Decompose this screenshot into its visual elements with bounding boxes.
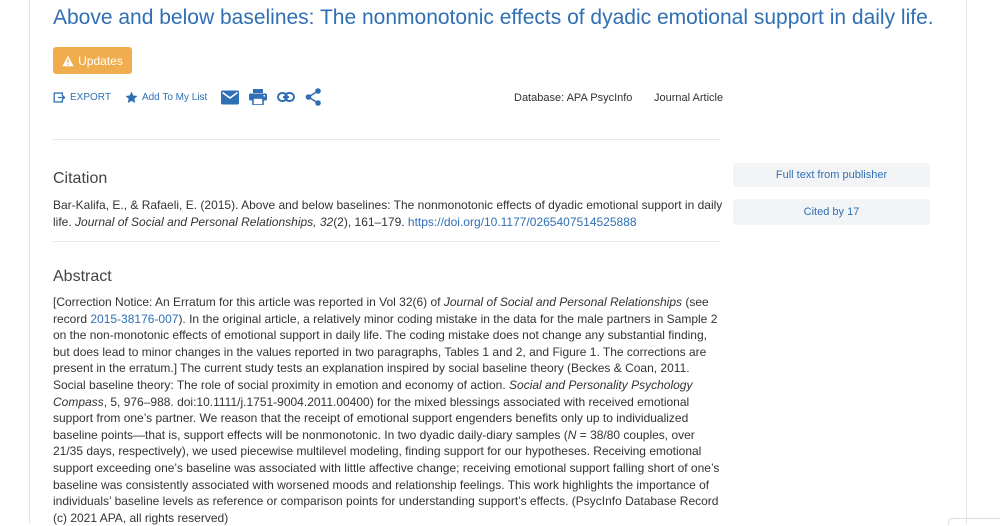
citation-journal: Journal of Social and Personal Relationships, 32: [75, 215, 334, 229]
export-label: EXPORT: [70, 91, 111, 103]
print-button[interactable]: [249, 89, 267, 105]
abstract-part: ). In the original article, a relatively minor coding mistake in the data for the male partners in Sample 2 on the non-monotonic effects of emotional support in daily life. The coding mistake does not change any substantial finding, but does lead to minor changes in the values reported in two paragraphs, Tables 1 and 2, and Figure 1. The corrections are present in the erratum.] The current study tests an explanation inspired by social baseline theory (Beckes & Coan, 2011. Social baseline theory: The role of social proximity in emotion and economy of action.: [53, 311, 718, 392]
divider: [53, 241, 720, 242]
citation-authors: Bar-Kalifa, E., & Rafaeli, E. (2015). Above and below baselines: The nonmonotonic effects of dyadic emotional support in daily life.: [53, 198, 723, 229]
full-text-button[interactable]: Full text from publisher: [733, 163, 930, 187]
warning-icon: [62, 55, 74, 67]
updates-button[interactable]: [53, 47, 132, 74]
page-border-right: [966, 0, 967, 524]
citation-heading: Citation: [53, 170, 108, 187]
export-icon: [53, 91, 66, 104]
share-icon: [305, 88, 322, 106]
add-to-list-label: Add To My List: [141, 91, 208, 103]
divider: [53, 139, 720, 140]
share-button[interactable]: [305, 88, 322, 106]
email-button[interactable]: [221, 90, 239, 105]
abstract-journal: Social and Personality Psychology Compass: [53, 377, 693, 409]
action-toolbar: [53, 86, 322, 108]
abstract-part: , 5, 976–988. doi:10.1111/j.1751-9004.2011.00400) for the mixed blessings associated with received emotional support from one’s partner. We reason that the receipt of emotional support engenders benefits only up to individualized baseline points—that is, support effects will be nonmonotonic. In two dyadic daily-diary samples (: [53, 394, 690, 442]
abstract-heading: Abstract: [53, 268, 112, 285]
cited-by-button[interactable]: Cited by 17: [733, 199, 930, 225]
database-label: Database: APA PsycInfo: [514, 92, 633, 104]
copy-link-button[interactable]: [277, 90, 295, 104]
print-icon: [249, 89, 267, 105]
erratum-record-link[interactable]: 2015-38176-007: [90, 311, 179, 326]
abstract-journal: Journal of Social and Personal Relationships: [443, 295, 682, 309]
export-button[interactable]: [53, 91, 111, 104]
page-border-left: [29, 0, 30, 524]
abstract-part: [Correction Notice: An Erratum for this article was reported in Vol 32(6) of: [53, 295, 444, 309]
star-icon: [125, 91, 138, 104]
updates-label: Updates: [78, 53, 123, 68]
citation-issue-pages: (2), 161–179.: [333, 215, 408, 229]
abstract-part: = 38/80 couples, over 21/35 days, respectively), we used piecewise multilevel modeling, finding support for our hypotheses. Receiving emotional support exceeding one’s baseline was associated with little affective change; receiving emotional support falling short of one’s baseline was consistently associated with worsened moods and relationship feelings. This work highlights the importance of individuals’ baseline levels as reference or comparison points for understanding support’s effects. (PsycInfo Database Record (c) 2021 APA, all rights reserved): [53, 427, 720, 525]
doc-type-label: Journal Article: [654, 92, 724, 104]
email-icon: [221, 90, 239, 105]
abstract-text: [53, 294, 725, 526]
article-title: Above and below baselines: The nonmonotonic effects of dyadic emotional support in daily life.: [53, 6, 934, 29]
abstract-part: (see record: [53, 295, 709, 326]
link-icon: [277, 90, 295, 104]
citation-text: [53, 197, 723, 231]
doi-link[interactable]: https://doi.org/10.1177/0265407514525888: [407, 215, 637, 229]
add-to-list-button[interactable]: [125, 91, 207, 104]
abstract-italic-n: N: [567, 427, 577, 442]
